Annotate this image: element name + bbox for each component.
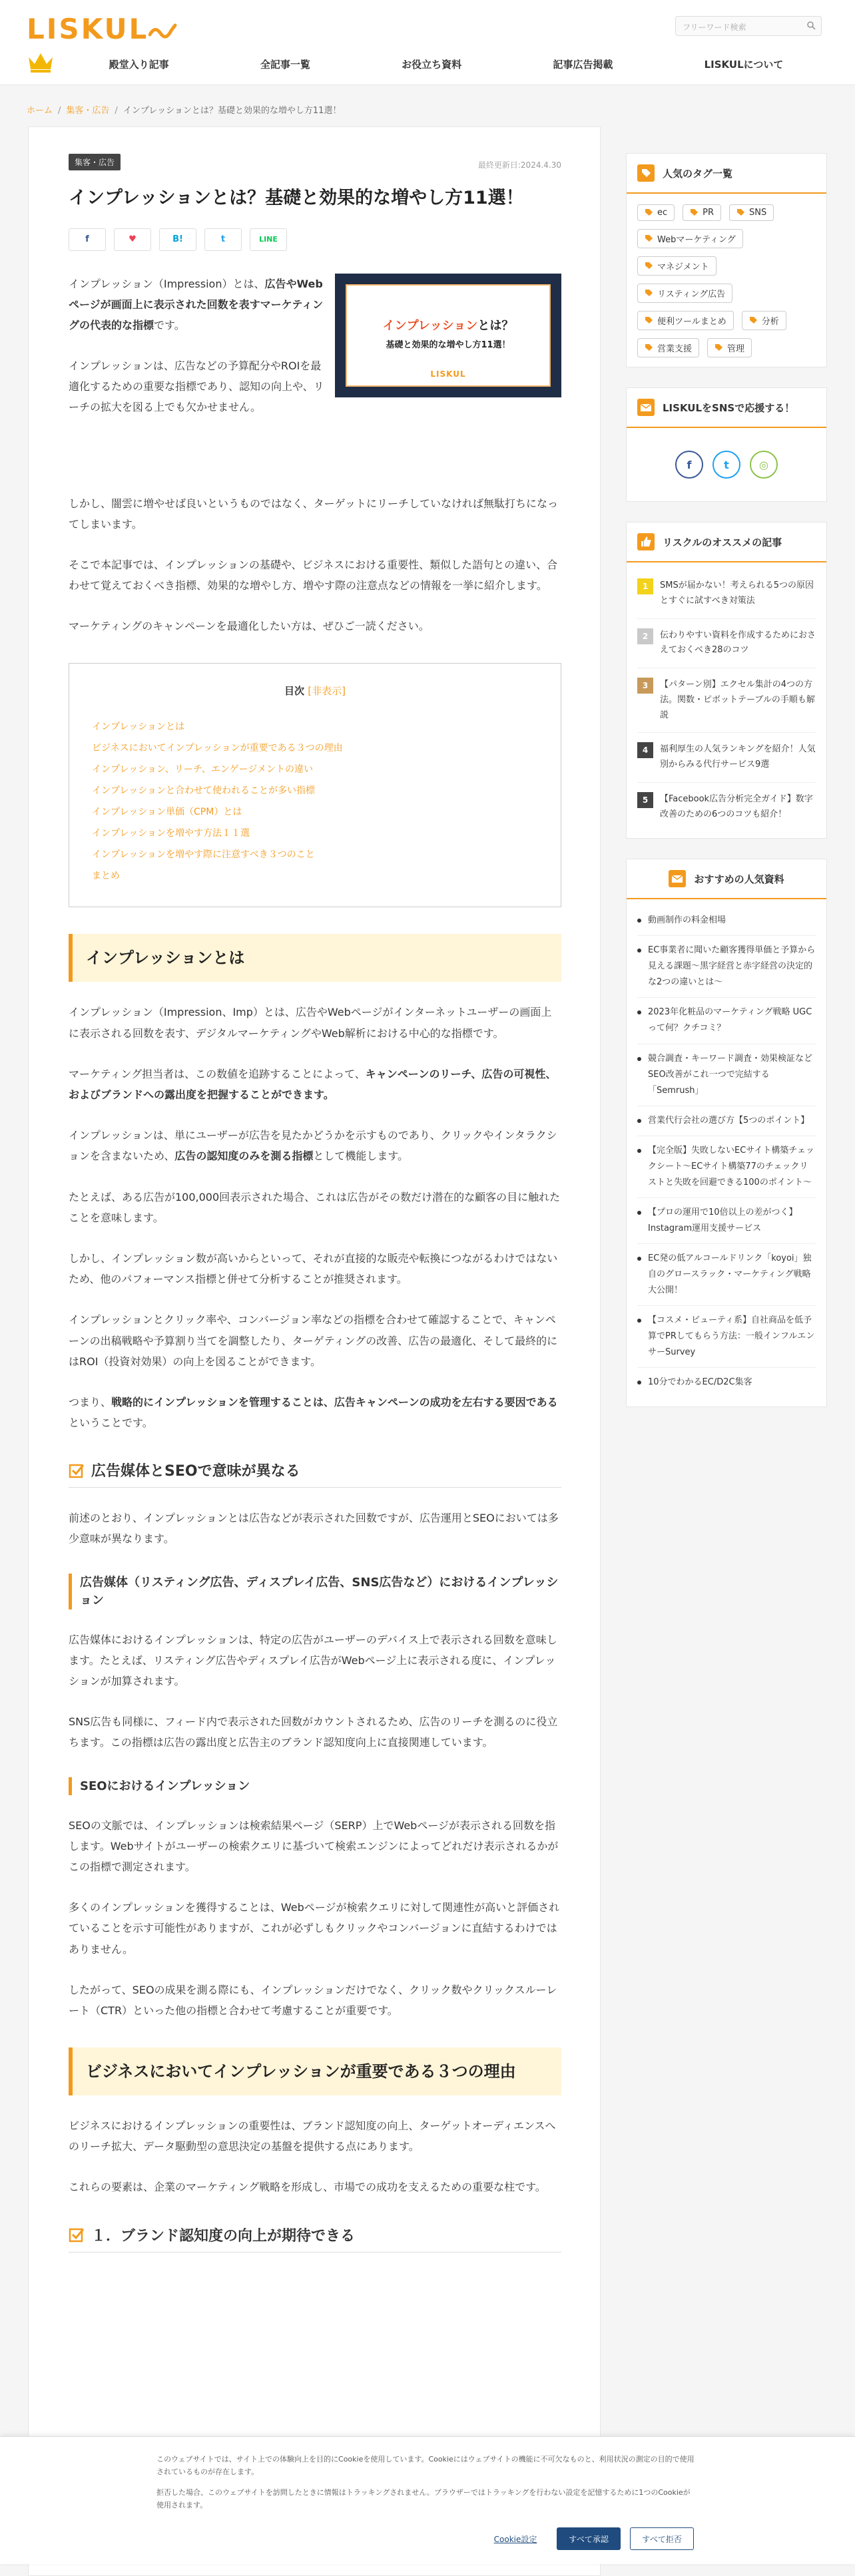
toc-toggle[interactable]: [非表示] (308, 685, 346, 698)
bullet-icon (637, 1257, 641, 1261)
list-item[interactable]: 4 福利厚生の人気ランキングを紹介！人気別からみる代行サービス9選 (637, 733, 816, 783)
table-of-contents (69, 663, 561, 907)
cookie-settings-button[interactable]: Cookie設定 (493, 2534, 537, 2544)
tag-icon (645, 262, 653, 270)
list-item[interactable]: 10分でわかるEC/D2C集客 (637, 1368, 816, 1397)
body-paragraph: SNS広告も同様に、フィード内で表示された回数がカウントされるため、広告のリーチを測るのに役立ちます。この指標は広告の露出度と広告主のブランド認知度向上に直接関連しています。 (69, 1715, 558, 1749)
page-title: インプレッションとは？基礎と効果的な増やし方11選！ (69, 188, 524, 208)
body-paragraph: これらの要素は、企業のマーケティング戦略を形成し、市場での成功を支えるための重要な柱です。 (69, 2181, 546, 2194)
list-item[interactable]: 1 SMSが届かない！考えられる5つの原因とすぐに試すべき対策法 (637, 569, 816, 619)
tag-icon (637, 164, 655, 182)
checkbox-icon (69, 1462, 85, 1478)
crown-icon (27, 51, 55, 73)
list-item[interactable]: 2 伝わりやすい資料を作成するためにおさえておくべき28のコツ (637, 619, 816, 669)
breadcrumb-separator: / (58, 106, 61, 116)
nav-ad-placement[interactable]: 記事広告掲載 (553, 58, 613, 71)
body-paragraph: したがって、SEOの成果を測る際にも、インプレッションだけでなく、クリック数やクリックスルーレート（CTR）といった他の指標と合わせて考慮することが重要です。 (69, 1983, 557, 2017)
section-heading: インプレッションとは (69, 934, 561, 982)
search-icon[interactable] (806, 21, 816, 30)
rank-badge: 3 (637, 678, 653, 694)
bullet-icon (637, 1119, 641, 1123)
body-paragraph: そこで本記事では、インプレッションの基礎や、ビジネスにおける重要性、類似した語句との違い、合わせて覚えておくべき指標、効果的な増やし方、増やす際の注意点などの情報を一挙に紹介します。 (69, 558, 558, 592)
tag-icon (736, 208, 745, 217)
bullet-icon (637, 1319, 641, 1323)
eyecatch-subtitle: 基礎と効果的な増やし方11選！ (386, 339, 511, 350)
recommended-widget (626, 522, 827, 839)
rank-badge: 1 (637, 578, 653, 594)
breadcrumb-home[interactable]: ホーム (27, 106, 53, 116)
list-item[interactable]: 2023年化粧品のマーケティング戦略 UGCって何？クチコミ？ (637, 998, 816, 1044)
list-item[interactable]: EC事業者に聞いた顧客獲得単価と予算から見える課題〜黒字経営と赤字経営の決定的な2つの違いとは〜 (637, 936, 816, 998)
body-paragraph: インプレッション（Impression、Imp）とは、広告やWebページがインターネットユーザーの画面上に表示される回数を表す、デジタルマーケティングやWeb解析における中心的な指標です。 (69, 1006, 552, 1040)
toc-title: 目次 [非表示] (284, 685, 346, 698)
share-pocket-button[interactable]: ♥ (114, 228, 151, 251)
breadcrumb-category[interactable]: 集客・広告 (66, 106, 110, 116)
minor-heading: SEOにおけるインプレッション (69, 1777, 561, 1795)
cookie-text-2: 拒否した場合、このウェブサイトを訪問したときに情報はトラッキングされません。ブラウザーではトラッキングを行わない設定を記憶するために1つのCookieが使用されます。 (156, 2488, 691, 2510)
widget-title: 人気のタグ一覧 (627, 154, 826, 194)
global-nav (63, 52, 829, 76)
tags-widget (626, 153, 827, 367)
intro-paragraph-2: インプレッションは、広告などの予算配分やROIを最適化するための重要な指標であり、認知の向上や、リーチの拡大を図る上でも欠かせません。 (69, 359, 324, 414)
bullet-icon (637, 919, 641, 923)
list-item[interactable]: 【プロの運用で10倍以上の差がつく】Instagram運用支援サービス (637, 1198, 816, 1244)
tag-icon (645, 208, 653, 217)
nav-about[interactable]: LISKULについて (704, 58, 784, 71)
body-paragraph: 前述のとおり、インプレッションとは広告などが表示された回数ですが、広告運用とSEOにおいては多少意味が異なります。 (69, 1512, 559, 1546)
toc-item[interactable]: まとめ (92, 871, 120, 882)
tag-link[interactable]: SNS (729, 204, 774, 221)
bullet-icon (637, 949, 641, 953)
list-item[interactable]: 営業代行会社の選び方【5つのポイント】 (637, 1106, 816, 1136)
toc-item[interactable]: インプレッションと合わせて使われることが多い指標 (92, 785, 316, 797)
body-paragraph: SEOの文脈では、インプレッションは検索結果ページ（SERP）上でWebページが表示される回数を指します。Webサイトがユーザーの検索クエリに基づいて検索エンジンによってどれだけ表示されるかがこの指標で測定されます。 (69, 1819, 559, 1873)
body-paragraph: しかし、闇雲に増やせば良いというものではなく、ターゲットにリーチしていなければ無駄打ちになってしまいます。 (69, 497, 559, 531)
subsection-heading: １．ブランド認知度の向上が期待できる (69, 2225, 561, 2253)
nav-all-articles[interactable]: 全記事一覧 (260, 58, 310, 71)
bullet-icon (637, 1010, 641, 1014)
body-paragraph: マーケティング担当者は、この数値を追跡することによって、キャンペーンのリーチ、広告の可視性、およびブランドへの露出度を把握することができます。 (69, 1067, 557, 1101)
site-header (0, 0, 855, 85)
widget-title: リスクルのオススメの記事 (627, 523, 826, 562)
cookie-banner (0, 2436, 855, 2564)
eyecatch-logo: LISKUL (430, 369, 466, 379)
share-line-button[interactable]: LINE (250, 228, 287, 251)
tag-link[interactable]: マネジメント (637, 256, 716, 276)
tag-icon (714, 343, 723, 352)
share-hatena-button[interactable]: B! (159, 228, 196, 251)
list-item[interactable]: EC発の低アルコールドリンク「koyoi」独自のグロースラック・マーケティング戦略大公開！ (637, 1244, 816, 1306)
sns-twitter-icon[interactable]: t (712, 451, 740, 479)
body-paragraph: しかし、インプレッション数が高いからといって、それが直接的な販売や転換につながるわけではないため、他のパフォーマンス指標と併せて分析することが推奨されます。 (69, 1251, 558, 1286)
subsection-heading: 広告媒体とSEOで意味が異なる (69, 1460, 561, 1488)
bullet-icon (637, 1381, 641, 1385)
sns-feedly-icon[interactable]: ◎ (750, 451, 778, 479)
breadcrumb-separator: / (115, 106, 118, 116)
tag-link[interactable]: Webマーケティング (637, 229, 743, 248)
body-paragraph: インプレッションは、単にユーザーが広告を見たかどうかを示すものであり、クリックやインタラクションを含まないため、広告の認知度のみを測る指標として機能します。 (69, 1129, 557, 1163)
updated-date: 最終更新日:2024.4.30 (477, 160, 561, 170)
body-paragraph: ビジネスにおけるインプレッションの重要性は、ブランド認知度の向上、ターゲットオーディエンスへのリーチ拡大、データ駆動型の意思決定の基盤を提供する点にあります。 (69, 2119, 556, 2153)
tag-icon (749, 316, 758, 325)
mail-icon (637, 399, 655, 416)
share-twitter-button[interactable]: t (204, 228, 242, 251)
body-paragraph: マーケティングのキャンペーンを最適化したい方は、ぜひご一読ください。 (69, 620, 429, 633)
checkbox-icon (69, 2227, 85, 2243)
breadcrumb-current: インプレッションとは？基礎と効果的な増やし方11選！ (123, 106, 342, 116)
list-item[interactable]: 競合調査・キーワード調査・効果検証などSEO改善がこれ一つで完結する「Semrush」 (637, 1044, 816, 1106)
tag-icon (645, 234, 653, 243)
site-logo[interactable]: LISKUL (27, 13, 178, 45)
sns-widget (626, 387, 827, 502)
toc-item[interactable]: インプレッション、リーチ、エンゲージメントの違い (92, 764, 313, 775)
nav-hall-of-fame[interactable]: 殿堂入り記事 (109, 58, 169, 71)
intro-paragraph: インプレッション（Impression）とは、広告やWebページが画面上に表示された回数を表すマーケティングの代表的な指標です。 (69, 277, 324, 331)
widget-title: LISKULをSNSで応援する！ (627, 388, 826, 428)
body-paragraph: たとえば、ある広告が100,000回表示された場合、これは広告がその数だけ潜在的な顧客の目に触れたことを意味します。 (69, 1190, 561, 1224)
sns-facebook-icon[interactable]: f (675, 451, 703, 479)
cookie-text: このウェブサイトでは、サイト上での体験向上を目的にCookieを使用しています。Cookieにはウェブサイトの機能に不可欠なものと、利用状況の測定の目的で使用されているものが存在します。 (156, 2455, 695, 2477)
widget-title: おすすめの人気資料 (627, 859, 826, 899)
toc-item[interactable]: ビジネスにおいてインプレッションが重要である３つの理由 (92, 743, 343, 754)
list-item[interactable]: 【コスメ・ビューティ系】自社商品を低予算でPRしてもらう方法：一般インフルエンサーSurvey (637, 1306, 816, 1368)
tag-icon (645, 343, 653, 352)
rank-badge: 4 (637, 742, 653, 758)
body-paragraph: つまり、戦略的にインプレッションを管理することは、広告キャンペーンの成功を左右する要因であるということです。 (69, 1395, 558, 1430)
tag-link[interactable]: リスティング広告 (637, 284, 732, 303)
bullet-icon (637, 1149, 641, 1153)
eyecatch-title: インプレッションとは？ (382, 318, 514, 333)
cookie-reject-button[interactable]: すべて拒否 (630, 2527, 694, 2550)
toc-item[interactable]: インプレッションを増やす際に注意すべき３つのこと (92, 849, 315, 861)
body-paragraph: 広告媒体におけるインプレッションは、特定の広告がユーザーのデバイス上で表示される回数を意味します。たとえば、リスティング広告やディスプレイ広告がWebページ上に表示される度に、インプレッションが加算されます。 (69, 1633, 557, 1687)
breadcrumb (27, 103, 341, 116)
share-buttons (69, 228, 561, 251)
tag-link[interactable]: ec (637, 204, 675, 221)
bullet-icon (637, 1057, 641, 1061)
mail-icon (669, 870, 686, 887)
list-item[interactable]: 5 【Facebook広告分析完全ガイド】数字改善のための6つのコツも紹介！ (637, 783, 816, 832)
eyecatch-image (335, 274, 561, 397)
tag-icon (645, 316, 653, 325)
tag-link[interactable]: 分析 (742, 311, 786, 330)
tag-link[interactable]: PR (683, 204, 721, 221)
search-input[interactable]: フリーワード検索 (675, 16, 822, 36)
logo-wave-icon (148, 21, 178, 41)
body-paragraph: 多くのインプレッションを獲得することは、Webページが検索クエリに対して関連性が高いと評価されていることを示す可能性がありますが、これが必ずしもクリックやコンバージョンに直結するわけではありません。 (69, 1901, 560, 1956)
article (28, 126, 601, 2576)
tag-icon (645, 289, 653, 298)
list-item[interactable]: 動画制作の料金相場 (637, 906, 816, 936)
documents-widget (626, 859, 827, 1407)
bullet-icon (637, 1211, 641, 1215)
toc-item[interactable]: インプレッション単価（CPM）とは (92, 807, 242, 818)
cookie-accept-button[interactable]: すべて承認 (557, 2527, 621, 2550)
tag-icon (690, 208, 699, 217)
tag-link[interactable]: 営業支援 (637, 338, 699, 357)
nav-resources[interactable]: お役立ち資料 (402, 58, 462, 71)
tag-link[interactable]: 便利ツールまとめ (637, 311, 734, 330)
share-facebook-button[interactable]: f (69, 228, 106, 251)
sidebar (626, 153, 827, 1427)
thumbs-up-icon (637, 533, 655, 550)
body-paragraph: インプレッションとクリック率や、コンバージョン率などの指標を合わせて確認することで、キャンペーンの出稿戦略や予算割り当てを調整したり、ターゲティングの改善、広告の最適化、そして最終的にはROI（投資対効果）の向上を図ることができます。 (69, 1313, 558, 1368)
section-heading: ビジネスにおいてインプレッションが重要である３つの理由 (69, 2047, 561, 2095)
toc-item[interactable]: インプレッションを増やす方法１１選 (92, 828, 250, 839)
list-item[interactable]: 【完全版】失敗しないECサイト構築チェックシート〜ECサイト構築77のチェックリストと失敗を回避できる100のポイント〜 (637, 1136, 816, 1198)
rank-badge: 2 (637, 628, 653, 644)
toc-item[interactable]: インプレッションとは (92, 722, 185, 733)
rank-badge: 5 (637, 792, 653, 808)
tag-link[interactable]: 管理 (707, 338, 752, 357)
toc-list (92, 716, 538, 887)
category-badge[interactable]: 集客・広告 (69, 154, 121, 170)
list-item[interactable]: 3 【パターン別】エクセル集計の4つの方法。関数・ピボットテーブルの手順も解説 (637, 668, 816, 733)
minor-heading: 広告媒体（リスティング広告、ディスプレイ広告、SNS広告など）におけるインプレッション (69, 1574, 561, 1610)
